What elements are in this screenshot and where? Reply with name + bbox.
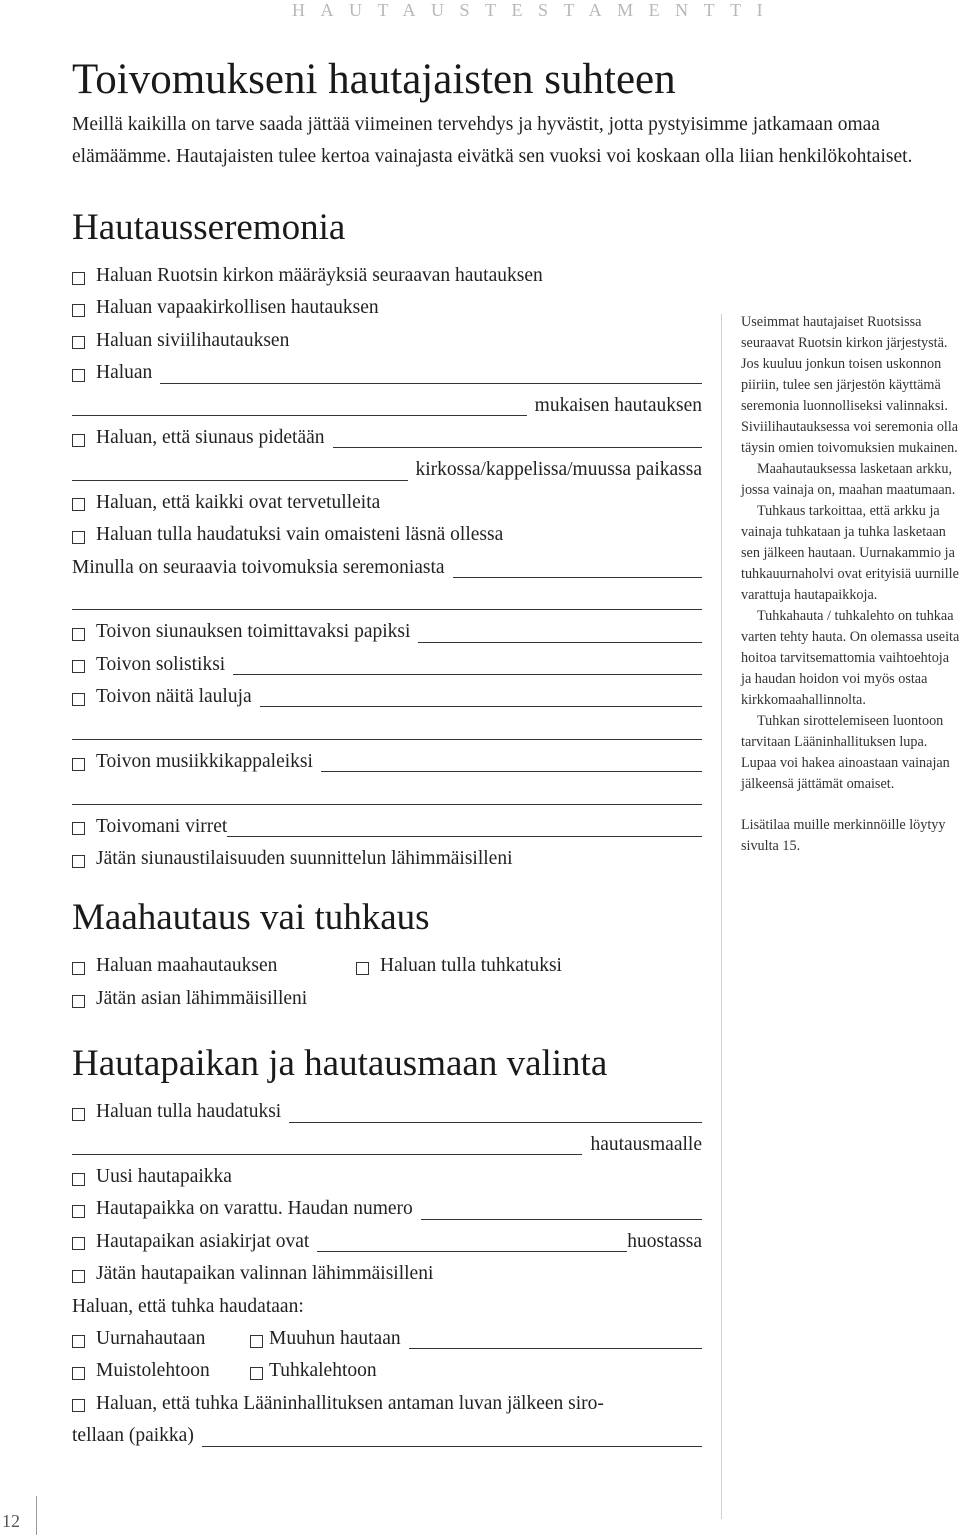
- ceremony-options: [72, 260, 702, 875]
- option-row: [72, 1388, 702, 1420]
- option-label: Toivomani virret: [96, 815, 228, 837]
- ash-label-row: [72, 1291, 702, 1323]
- option-row: [72, 616, 702, 648]
- option-row: [72, 746, 702, 778]
- checkbox[interactable]: [72, 1173, 85, 1186]
- option-row: [72, 843, 702, 875]
- checkbox[interactable]: [72, 369, 85, 382]
- sidebar-notes: [741, 312, 960, 857]
- checkbox[interactable]: [72, 498, 85, 511]
- option-label: Haluan maahautauksen: [96, 955, 278, 977]
- blank-line-row: [72, 778, 702, 810]
- burial-type-options: [72, 950, 702, 1015]
- checkbox[interactable]: [250, 1367, 263, 1380]
- fill-in-line[interactable]: [160, 383, 702, 384]
- option-row: [72, 983, 702, 1015]
- option-label: Jätän siunaustilaisuuden suunnittelun lähimmäisilleni: [96, 848, 513, 870]
- checkbox[interactable]: [72, 272, 85, 285]
- option-row: [72, 422, 702, 454]
- option-label: Haluan, että kaikki ovat tervetulleita: [96, 491, 381, 513]
- option-row: [72, 487, 702, 519]
- fill-in-line[interactable]: [289, 1122, 702, 1123]
- checkbox[interactable]: [72, 304, 85, 317]
- option-row: [72, 357, 702, 389]
- fill-in-line[interactable]: [72, 480, 408, 481]
- blank-line-row: [72, 584, 702, 616]
- fill-in-line[interactable]: [72, 609, 702, 610]
- fill-in-line[interactable]: [72, 739, 702, 740]
- option-label: Jätän hautapaikan valinnan lähimmäisilleni: [96, 1263, 434, 1285]
- fill-in-line[interactable]: [72, 804, 702, 805]
- checkbox[interactable]: [72, 822, 85, 835]
- page-number: 12: [2, 1511, 20, 1531]
- option-row: [72, 325, 702, 357]
- option-row: [72, 260, 702, 292]
- fill-in-line[interactable]: [453, 577, 702, 578]
- sidebar-paragraph: Lisätilaa muille merkinnöille löytyy sivulta 15.: [741, 817, 946, 854]
- option-row: [72, 649, 702, 681]
- option-row: [72, 519, 702, 551]
- checkbox[interactable]: [72, 995, 85, 1008]
- option-label: Haluan vapaakirkollisen hautauksen: [96, 297, 379, 319]
- option-row: [72, 1193, 702, 1225]
- section-heading-grave-site: Hautapaikan ja hautausmaan valinta: [72, 1043, 608, 1085]
- checkbox[interactable]: [72, 1335, 85, 1348]
- sidebar-paragraph: Tuhkahauta / tuhkalehto on tuhkaa varten tehty hauta. On olemassa useita hoitoa tarvitsemattomia vaihtoehtoja ja haudan hoidon voi myös ostaa kirkkomaahallinnolta.: [741, 608, 960, 708]
- grave-site-options: [72, 1096, 702, 1452]
- section-heading-burial-type: Maahautaus vai tuhkaus: [72, 897, 430, 939]
- fill-in-line[interactable]: [317, 1251, 627, 1252]
- option-label: Haluan, että tuhka Lääninhallituksen antaman luvan jälkeen siro-: [96, 1392, 604, 1414]
- fill-in-line[interactable]: [227, 836, 702, 837]
- option-label: Toivon musiikkikappaleiksi: [96, 750, 313, 772]
- option-label: mukaisen hautauksen: [534, 394, 702, 416]
- checkbox[interactable]: [72, 531, 85, 544]
- intro-paragraph: Meillä kaikilla on tarve saada jättää viimeinen tervehdys ja hyvästit, jotta pystyisimme jatkamaan omaa elämäämme. Hautajaisten tulee kertoa vainajasta eivätkä sen vuoksi voi koskaan olla liian henkilökohtaiset.: [72, 114, 913, 167]
- fill-in-line[interactable]: [333, 447, 702, 448]
- fill-in-line[interactable]: [418, 642, 702, 643]
- checkbox[interactable]: [72, 693, 85, 706]
- option-label: kirkossa/kappelissa/muussa paikassa: [415, 459, 702, 481]
- checkbox[interactable]: [72, 1399, 85, 1412]
- checkbox[interactable]: [72, 1205, 85, 1218]
- option-label: hautausmaalle: [590, 1133, 702, 1155]
- option-label: Haluan siviilihautauksen: [96, 329, 290, 351]
- option-label: Toivon siunauksen toimittavaksi papiksi: [96, 621, 411, 643]
- option-row: [72, 950, 702, 982]
- continuation-row: [72, 1129, 702, 1161]
- option-label: Uusi hautapaikka: [96, 1165, 232, 1187]
- option-label: Haluan tulla haudatuksi vain omaisteni läsnä ollessa: [96, 524, 504, 546]
- checkbox[interactable]: [72, 1237, 85, 1250]
- sidebar-paragraph: Tuhkaus tarkoittaa, että arkku ja vainaja tuhkataan ja tuhka lasketaan sen jälkeen hautaan. Uurnakammio ja tuhkauurnaholvi ovat erityisiä uurnille varattuja hautapaikkoja.: [741, 503, 959, 603]
- option-row: [72, 1355, 702, 1387]
- option-label: tellaan (paikka): [72, 1425, 194, 1447]
- checkbox[interactable]: [72, 434, 85, 447]
- option-label: Muistolehtoon: [96, 1360, 210, 1382]
- option-row: [72, 811, 702, 843]
- checkbox[interactable]: [72, 660, 85, 673]
- option-label: Tuhkalehtoon: [269, 1360, 377, 1382]
- option-label: Haluan, että siunaus pidetään: [96, 426, 325, 448]
- fill-in-line[interactable]: [72, 415, 527, 416]
- page-title: Toivomukseni hautajaisten suhteen: [72, 56, 676, 103]
- option-row: [72, 681, 702, 713]
- ash-label: Haluan, että tuhka haudataan:: [72, 1295, 304, 1317]
- option-label: Toivon näitä lauluja: [96, 686, 252, 708]
- checkbox[interactable]: [356, 962, 369, 975]
- sidebar-paragraph: Maahautauksessa lasketaan arkku, jossa vainaja on, maahan maatumaan.: [741, 461, 956, 498]
- fill-in-line[interactable]: [72, 1154, 582, 1155]
- checkbox[interactable]: [72, 1108, 85, 1121]
- option-row: [72, 292, 702, 324]
- checkbox[interactable]: [72, 1367, 85, 1380]
- option-label: Jätän asian lähimmäisilleni: [96, 987, 308, 1009]
- wishes-label: Minulla on seuraavia toivomuksia seremoniasta: [72, 556, 445, 578]
- section-heading-ceremony: Hautausseremonia: [72, 207, 346, 248]
- option-label: Haluan Ruotsin kirkon määräyksiä seuraavan hautauksen: [96, 264, 543, 286]
- page-number-rule: [36, 1496, 37, 1535]
- option-label: Toivon solistiksi: [96, 653, 226, 675]
- option-row: [72, 1096, 702, 1128]
- checkbox[interactable]: [72, 855, 85, 868]
- option-label: Haluan tulla tuhkatuksi: [380, 955, 562, 977]
- checkbox[interactable]: [72, 336, 85, 349]
- continuation-row: [72, 390, 702, 422]
- wishes-row: [72, 552, 702, 584]
- option-label: huostassa: [627, 1230, 702, 1252]
- sidebar-paragraph: Tuhkan sirottelemiseen luontoon tarvitaan Lääninhallituksen lupa. Lupaa voi hakea ainoastaan vainajan jälkeensä jättämät omaiset.: [741, 713, 950, 792]
- running-header: HAUTAUSTESTAMENTTI: [292, 0, 779, 20]
- checkbox[interactable]: [250, 1335, 263, 1348]
- option-row: [72, 1226, 702, 1258]
- fill-in-line[interactable]: [421, 1219, 702, 1220]
- continuation-row: [72, 454, 702, 486]
- option-row: [72, 1323, 702, 1355]
- fill-in-line[interactable]: [260, 706, 702, 707]
- continuation-row: [72, 1420, 702, 1452]
- option-row: [72, 1258, 702, 1290]
- option-label: Muuhun hautaan: [269, 1327, 401, 1349]
- sidebar-paragraph: Useimmat hautajaiset Ruotsissa seuraavat Ruotsin kirkon järjestystä. Jos kuuluu jonkun toisen uskonnon piiriin, tulee sen järjestön käyttämä seremonia luonnolliseksi valinnaksi. Siviilihautauksessa voi seremonia olla täysin omien toivomuksien mukainen.: [741, 314, 959, 456]
- fill-in-line[interactable]: [409, 1348, 702, 1349]
- blank-line-row: [72, 713, 702, 745]
- sidebar-divider: [721, 314, 722, 1519]
- option-label: Haluan tulla haudatuksi: [96, 1101, 282, 1123]
- option-label: Haluan: [96, 362, 153, 384]
- option-row: [72, 1161, 702, 1193]
- option-label: Hautapaikan asiakirjat ovat: [96, 1230, 310, 1252]
- checkbox[interactable]: [72, 1270, 85, 1283]
- fill-in-line[interactable]: [202, 1446, 702, 1447]
- checkbox[interactable]: [72, 628, 85, 641]
- option-label: Uurnahautaan: [96, 1327, 206, 1349]
- fill-in-line[interactable]: [321, 771, 702, 772]
- option-label: Hautapaikka on varattu. Haudan numero: [96, 1198, 413, 1220]
- checkbox[interactable]: [72, 758, 85, 771]
- checkbox[interactable]: [72, 962, 85, 975]
- fill-in-line[interactable]: [233, 674, 702, 675]
